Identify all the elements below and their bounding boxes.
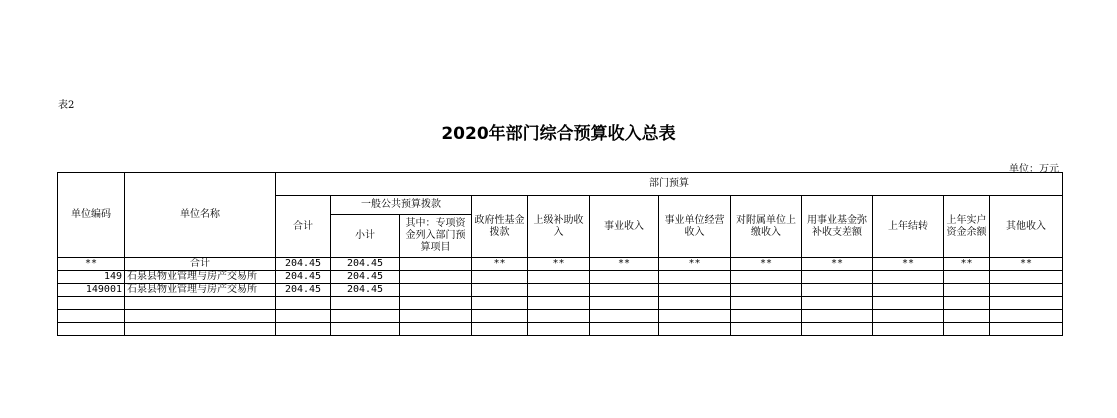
cell-code bbox=[58, 310, 125, 323]
header-gov-fund: 政府性基金拨款 bbox=[472, 196, 528, 258]
header-total: 合计 bbox=[276, 196, 331, 258]
cell-fund-cover: ** bbox=[802, 258, 873, 271]
cell-subtotal: 204.45 bbox=[331, 271, 400, 284]
cell-total: 204.45 bbox=[276, 258, 331, 271]
cell-fund-cover bbox=[802, 310, 873, 323]
cell-other bbox=[990, 297, 1063, 310]
cell-operating bbox=[659, 310, 731, 323]
cell-subtotal bbox=[331, 310, 400, 323]
cell-superior: ** bbox=[528, 258, 590, 271]
cell-special bbox=[400, 297, 472, 310]
cell-superior bbox=[528, 284, 590, 297]
cell-fund-cover bbox=[802, 323, 873, 336]
cell-operating bbox=[659, 284, 731, 297]
table-row bbox=[58, 258, 1063, 271]
cell-subordinate bbox=[731, 271, 802, 284]
cell-gov-fund bbox=[472, 271, 528, 284]
cell-carryover bbox=[873, 310, 944, 323]
table-row bbox=[58, 297, 1063, 310]
budget-table bbox=[57, 172, 1063, 336]
cell-business bbox=[590, 310, 659, 323]
header-prev-balance: 上年实户资金余额 bbox=[944, 196, 990, 258]
cell-total bbox=[276, 310, 331, 323]
cell-business bbox=[590, 323, 659, 336]
cell-name: 石泉县物业管理与房产交易所 bbox=[125, 284, 276, 297]
cell-total: 204.45 bbox=[276, 271, 331, 284]
header-other-income: 其他收入 bbox=[990, 196, 1063, 258]
table-row bbox=[58, 323, 1063, 336]
cell-other bbox=[990, 323, 1063, 336]
cell-superior bbox=[528, 271, 590, 284]
cell-subordinate bbox=[731, 323, 802, 336]
header-business-unit-operating: 事业单位经营收入 bbox=[659, 196, 731, 258]
cell-carryover bbox=[873, 323, 944, 336]
cell-special bbox=[400, 310, 472, 323]
cell-balance bbox=[944, 323, 990, 336]
cell-subtotal: 204.45 bbox=[331, 284, 400, 297]
cell-gov-fund bbox=[472, 310, 528, 323]
cell-other bbox=[990, 284, 1063, 297]
cell-name bbox=[125, 323, 276, 336]
cell-total bbox=[276, 297, 331, 310]
cell-gov-fund bbox=[472, 297, 528, 310]
cell-special bbox=[400, 271, 472, 284]
unit-label: 单位：万元 bbox=[1009, 164, 1059, 175]
cell-code: ** bbox=[58, 258, 125, 271]
cell-other bbox=[990, 271, 1063, 284]
header-special-funds: 其中：专项资金列入部门预算项目 bbox=[400, 215, 472, 258]
cell-total: 204.45 bbox=[276, 284, 331, 297]
cell-gov-fund bbox=[472, 284, 528, 297]
cell-operating bbox=[659, 271, 731, 284]
cell-business bbox=[590, 297, 659, 310]
header-prev-carryover: 上年结转 bbox=[873, 196, 944, 258]
cell-subordinate bbox=[731, 284, 802, 297]
cell-operating: ** bbox=[659, 258, 731, 271]
cell-subordinate bbox=[731, 310, 802, 323]
header-unit-code: 单位编码 bbox=[58, 173, 125, 258]
cell-superior bbox=[528, 310, 590, 323]
cell-code: 149001 bbox=[58, 284, 125, 297]
header-fund-cover: 用事业基金弥补收支差额 bbox=[802, 196, 873, 258]
cell-name bbox=[125, 310, 276, 323]
cell-subtotal bbox=[331, 323, 400, 336]
page-title: 2020年部门综合预算收入总表 bbox=[441, 124, 676, 144]
cell-special bbox=[400, 284, 472, 297]
cell-business bbox=[590, 271, 659, 284]
header-subtotal: 小计 bbox=[331, 215, 400, 258]
cell-subordinate bbox=[731, 297, 802, 310]
table-row bbox=[58, 284, 1063, 297]
cell-code bbox=[58, 297, 125, 310]
cell-balance bbox=[944, 297, 990, 310]
header-subordinate-unit: 对附属单位上缴收入 bbox=[731, 196, 802, 258]
cell-gov-fund: ** bbox=[472, 258, 528, 271]
cell-special bbox=[400, 258, 472, 271]
cell-carryover bbox=[873, 271, 944, 284]
table-row bbox=[58, 310, 1063, 323]
cell-superior bbox=[528, 297, 590, 310]
cell-code: 149 bbox=[58, 271, 125, 284]
cell-business bbox=[590, 284, 659, 297]
cell-balance bbox=[944, 271, 990, 284]
cell-fund-cover bbox=[802, 284, 873, 297]
table-number: 表2 bbox=[58, 100, 75, 111]
header-superior-subsidy: 上级补助收入 bbox=[528, 196, 590, 258]
cell-balance: ** bbox=[944, 258, 990, 271]
cell-gov-fund bbox=[472, 323, 528, 336]
cell-balance bbox=[944, 310, 990, 323]
cell-code bbox=[58, 323, 125, 336]
cell-subtotal: 204.45 bbox=[331, 258, 400, 271]
table-row bbox=[58, 271, 1063, 284]
cell-operating bbox=[659, 323, 731, 336]
cell-operating bbox=[659, 297, 731, 310]
cell-carryover bbox=[873, 284, 944, 297]
cell-subtotal bbox=[331, 297, 400, 310]
cell-business: ** bbox=[590, 258, 659, 271]
header-dept-budget: 部门预算 bbox=[276, 173, 1063, 196]
header-business-income: 事业收入 bbox=[590, 196, 659, 258]
cell-fund-cover bbox=[802, 271, 873, 284]
header-general-public: 一般公共预算拨款 bbox=[331, 196, 472, 215]
header-unit-name: 单位名称 bbox=[125, 173, 276, 258]
cell-other bbox=[990, 310, 1063, 323]
cell-carryover bbox=[873, 297, 944, 310]
cell-fund-cover bbox=[802, 297, 873, 310]
cell-name bbox=[125, 297, 276, 310]
cell-other: ** bbox=[990, 258, 1063, 271]
cell-name: 合计 bbox=[125, 258, 276, 271]
cell-special bbox=[400, 323, 472, 336]
cell-name: 石泉县物业管理与房产交易所 bbox=[125, 271, 276, 284]
cell-balance bbox=[944, 284, 990, 297]
cell-carryover: ** bbox=[873, 258, 944, 271]
cell-subordinate: ** bbox=[731, 258, 802, 271]
cell-superior bbox=[528, 323, 590, 336]
cell-total bbox=[276, 323, 331, 336]
